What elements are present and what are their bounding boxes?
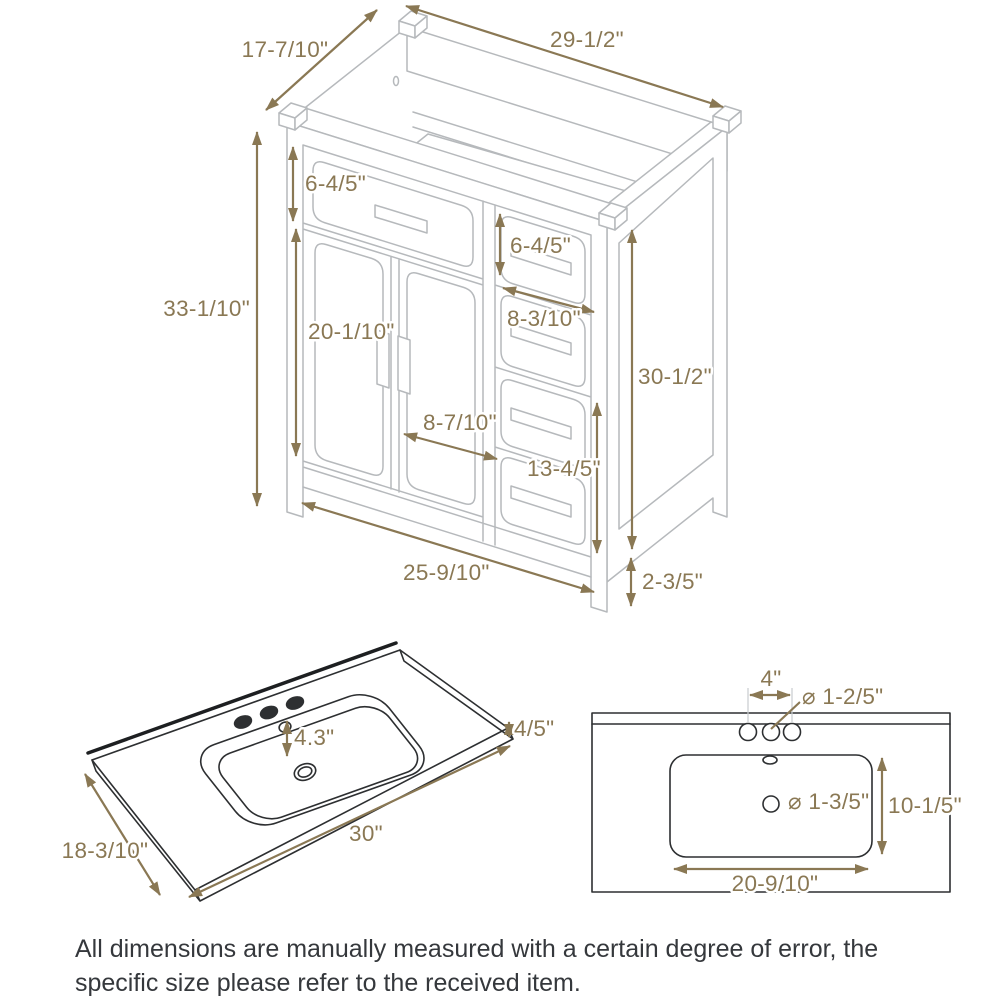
disclaimer-line-1: All dimensions are manually measured with a certain degree of error, the (75, 935, 879, 963)
right-door-handle (398, 336, 410, 394)
dim-side-drawer-height: 6-4/5" (510, 233, 572, 258)
dim-faucet-hole-diameter: ⌀ 1-2/5" (802, 684, 884, 709)
dim-top-drawer-height: 6-4/5" (305, 171, 367, 196)
drain-hole-top-view (763, 796, 779, 812)
dim-front-bottom-width: 25-9/10" (403, 560, 490, 585)
dim-leg-height: 2-3/5" (642, 569, 704, 594)
disclaimer-note (75, 932, 945, 1000)
dim-bottom-drawers-height: 13-4/5" (527, 456, 601, 481)
left-door-panel (315, 244, 383, 475)
sink-top-iso-drawing (88, 643, 513, 901)
dim-countertop-width: 30" (349, 821, 383, 846)
faucet-holes-top-view (740, 724, 801, 741)
dim-countertop-depth: 18-3/10" (61, 838, 149, 863)
dim-side-panel-height: 30-1/2" (638, 364, 712, 389)
dim-cabinet-height: 33-1/10" (163, 296, 250, 321)
cable-hole (394, 77, 399, 86)
sink-top-view-drawing (592, 688, 950, 892)
dim-side-drawer-width: 8-3/10" (507, 306, 581, 331)
dim-cabinet-width: 29-1/2" (550, 27, 624, 52)
dim-faucet-hole-spacing: 4" (760, 666, 782, 691)
dim-countertop-thickness: 4/5" (514, 716, 555, 741)
dim-drain-hole-diameter: ⌀ 1-3/5" (788, 789, 870, 814)
dim-cabinet-depth: 17-7/10" (241, 37, 329, 62)
dim-basin-depth: 4.3" (294, 725, 335, 750)
right-door-panel (407, 273, 475, 504)
dim-door-height: 20-1/10" (308, 319, 395, 344)
disclaimer-line-2: specific size please refer to the received item. (75, 969, 581, 997)
dim-door-width: 8-7/10" (423, 410, 497, 435)
dim-basin-inner-width: 20-9/10" (731, 871, 819, 896)
dim-basin-inner-depth: 10-1/5" (888, 793, 962, 818)
